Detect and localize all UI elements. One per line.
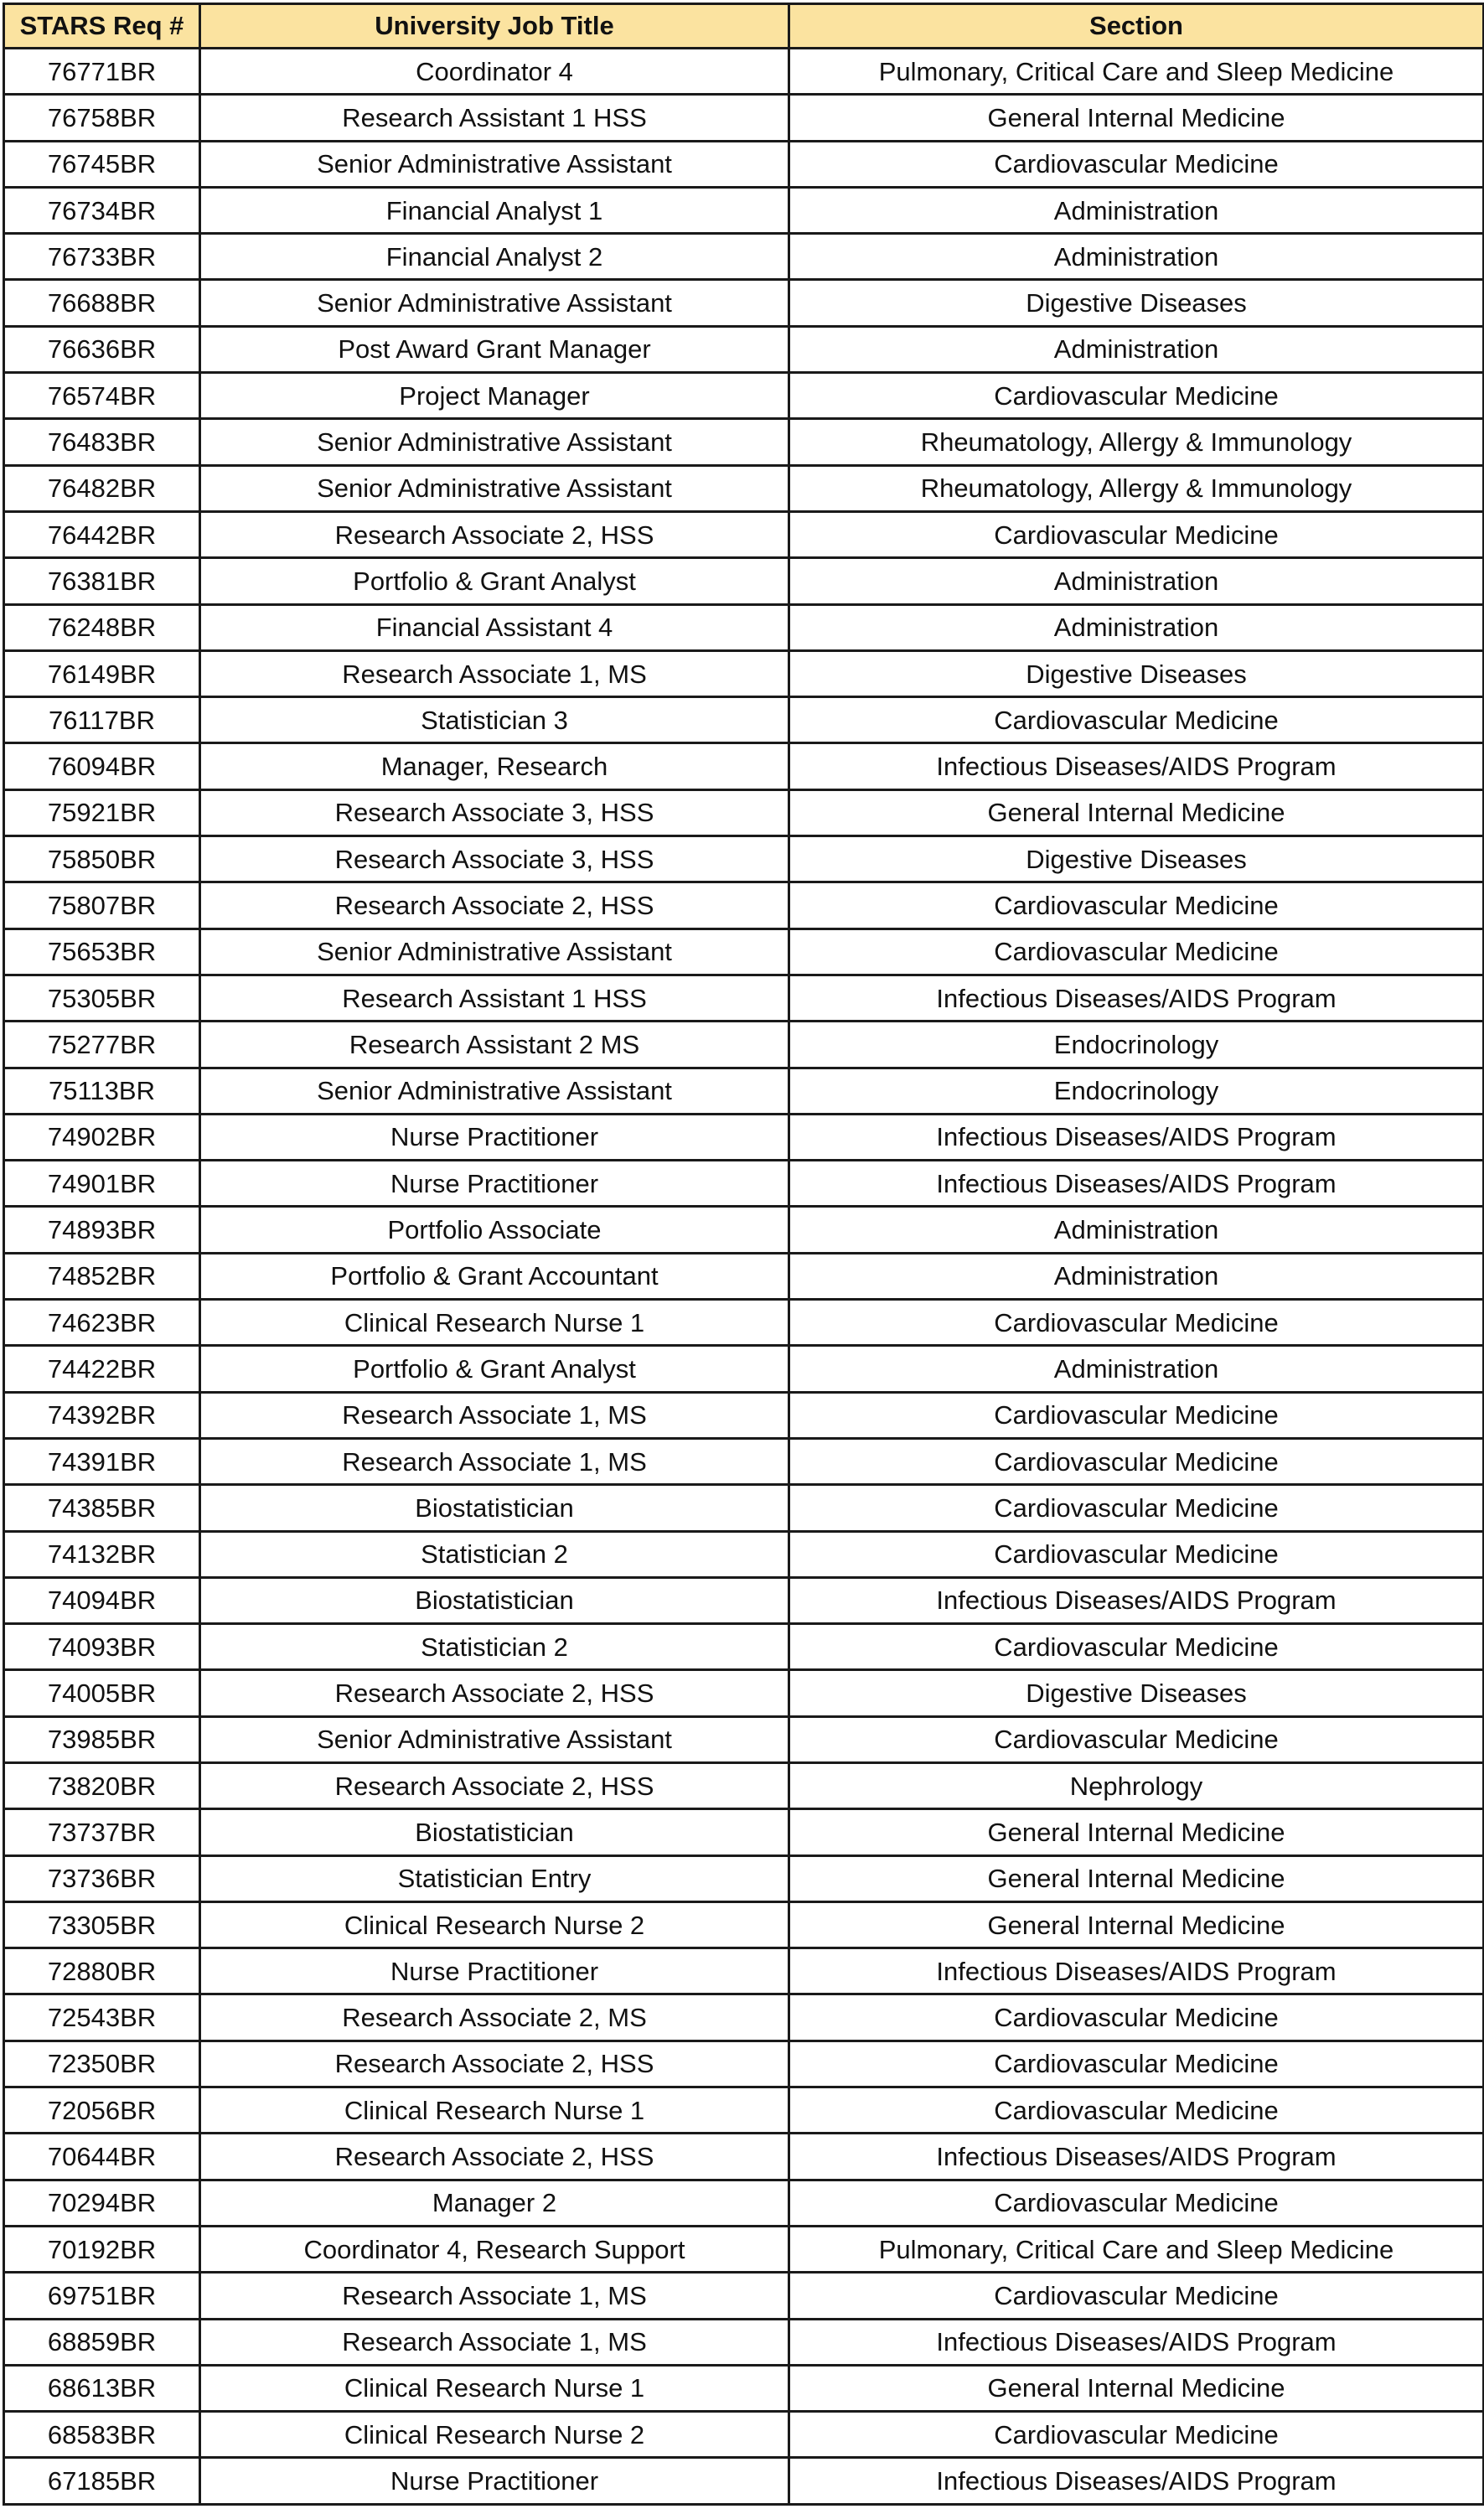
cell-section: Cardiovascular Medicine <box>789 141 1484 187</box>
header-section: Section <box>789 4 1484 49</box>
cell-stars-req: 76117BR <box>4 697 200 743</box>
cell-job-title: Research Assistant 2 MS <box>200 1022 789 1068</box>
cell-stars-req: 73820BR <box>4 1762 200 1808</box>
cell-section: Infectious Diseases/AIDS Program <box>789 2319 1484 2365</box>
cell-job-title: Portfolio Associate <box>200 1207 789 1253</box>
cell-job-title: Research Associate 2, HSS <box>200 882 789 929</box>
cell-stars-req: 67185BR <box>4 2458 200 2504</box>
table-row <box>4 2226 1484 2272</box>
job-listing-table <box>3 3 1484 2506</box>
table-row <box>4 1114 1484 1160</box>
table-row <box>4 511 1484 557</box>
cell-job-title: Biostatistician <box>200 1577 789 1623</box>
header-job-title: University Job Title <box>200 4 789 49</box>
cell-stars-req: 74422BR <box>4 1346 200 1392</box>
cell-section: Cardiovascular Medicine <box>789 1392 1484 1438</box>
cell-stars-req: 76094BR <box>4 743 200 789</box>
cell-section: General Internal Medicine <box>789 2365 1484 2411</box>
table-row <box>4 2365 1484 2411</box>
cell-job-title: Research Associate 2, HSS <box>200 2134 789 2180</box>
cell-stars-req: 72350BR <box>4 2041 200 2087</box>
cell-stars-req: 74391BR <box>4 1438 200 1484</box>
cell-stars-req: 74093BR <box>4 1624 200 1670</box>
cell-job-title: Senior Administrative Assistant <box>200 465 789 511</box>
cell-stars-req: 76734BR <box>4 187 200 233</box>
cell-section: Digestive Diseases <box>789 836 1484 882</box>
table-row <box>4 2273 1484 2319</box>
cell-job-title: Nurse Practitioner <box>200 2458 789 2504</box>
cell-job-title: Clinical Research Nurse 1 <box>200 1300 789 1346</box>
cell-stars-req: 72543BR <box>4 1994 200 2041</box>
cell-section: Infectious Diseases/AIDS Program <box>789 2134 1484 2180</box>
cell-job-title: Research Associate 2, MS <box>200 1994 789 2041</box>
table-row <box>4 1346 1484 1392</box>
table-row <box>4 1716 1484 1762</box>
cell-job-title: Senior Administrative Assistant <box>200 141 789 187</box>
cell-job-title: Clinical Research Nurse 2 <box>200 2412 789 2458</box>
cell-section: Endocrinology <box>789 1022 1484 1068</box>
cell-stars-req: 72880BR <box>4 1948 200 1994</box>
header-row <box>4 4 1484 49</box>
cell-stars-req: 73737BR <box>4 1809 200 1855</box>
table-row <box>4 465 1484 511</box>
table-row <box>4 1855 1484 1901</box>
cell-job-title: Senior Administrative Assistant <box>200 1716 789 1762</box>
cell-job-title: Clinical Research Nurse 2 <box>200 1901 789 1948</box>
cell-section: Cardiovascular Medicine <box>789 2041 1484 2087</box>
cell-job-title: Nurse Practitioner <box>200 1161 789 1207</box>
table-row <box>4 2087 1484 2134</box>
cell-stars-req: 70294BR <box>4 2180 200 2226</box>
cell-job-title: Research Associate 1, MS <box>200 2273 789 2319</box>
cell-stars-req: 68859BR <box>4 2319 200 2365</box>
header-stars-req: STARS Req # <box>4 4 200 49</box>
cell-job-title: Senior Administrative Assistant <box>200 1068 789 1114</box>
cell-stars-req: 68583BR <box>4 2412 200 2458</box>
cell-section: Infectious Diseases/AIDS Program <box>789 1114 1484 1160</box>
cell-job-title: Financial Assistant 4 <box>200 604 789 650</box>
cell-stars-req: 76574BR <box>4 373 200 419</box>
table-row <box>4 234 1484 280</box>
table-row <box>4 419 1484 465</box>
table-row <box>4 1670 1484 1716</box>
cell-section: Administration <box>789 234 1484 280</box>
table-row <box>4 1161 1484 1207</box>
cell-section: Infectious Diseases/AIDS Program <box>789 743 1484 789</box>
cell-job-title: Statistician 2 <box>200 1624 789 1670</box>
cell-job-title: Financial Analyst 1 <box>200 187 789 233</box>
table-row <box>4 2134 1484 2180</box>
table-row <box>4 743 1484 789</box>
table-row <box>4 789 1484 835</box>
cell-job-title: Research Assistant 1 HSS <box>200 95 789 141</box>
cell-section: General Internal Medicine <box>789 1809 1484 1855</box>
table-row <box>4 373 1484 419</box>
cell-job-title: Financial Analyst 2 <box>200 234 789 280</box>
cell-stars-req: 76482BR <box>4 465 200 511</box>
cell-stars-req: 76745BR <box>4 141 200 187</box>
cell-stars-req: 73736BR <box>4 1855 200 1901</box>
table-row <box>4 2412 1484 2458</box>
cell-stars-req: 76248BR <box>4 604 200 650</box>
cell-stars-req: 76149BR <box>4 650 200 696</box>
table-row <box>4 141 1484 187</box>
table-row <box>4 836 1484 882</box>
cell-section: General Internal Medicine <box>789 1855 1484 1901</box>
table-row <box>4 280 1484 326</box>
table-row <box>4 1207 1484 1253</box>
cell-section: Cardiovascular Medicine <box>789 1624 1484 1670</box>
cell-job-title: Statistician Entry <box>200 1855 789 1901</box>
table-row <box>4 2319 1484 2365</box>
cell-job-title: Research Associate 1, MS <box>200 1438 789 1484</box>
cell-section: Rheumatology, Allergy & Immunology <box>789 419 1484 465</box>
table-row <box>4 1253 1484 1299</box>
cell-job-title: Manager 2 <box>200 2180 789 2226</box>
cell-stars-req: 73985BR <box>4 1716 200 1762</box>
cell-section: General Internal Medicine <box>789 95 1484 141</box>
cell-job-title: Research Associate 3, HSS <box>200 789 789 835</box>
cell-job-title: Clinical Research Nurse 1 <box>200 2365 789 2411</box>
cell-section: Cardiovascular Medicine <box>789 2087 1484 2134</box>
cell-section: Digestive Diseases <box>789 650 1484 696</box>
cell-section: Infectious Diseases/AIDS Program <box>789 1577 1484 1623</box>
cell-job-title: Research Associate 1, MS <box>200 650 789 696</box>
cell-section: Cardiovascular Medicine <box>789 373 1484 419</box>
cell-section: Cardiovascular Medicine <box>789 2412 1484 2458</box>
cell-job-title: Project Manager <box>200 373 789 419</box>
cell-stars-req: 70644BR <box>4 2134 200 2180</box>
cell-stars-req: 76733BR <box>4 234 200 280</box>
cell-job-title: Research Associate 2, HSS <box>200 1762 789 1808</box>
cell-stars-req: 74005BR <box>4 1670 200 1716</box>
table-row <box>4 1392 1484 1438</box>
cell-job-title: Research Associate 2, HSS <box>200 1670 789 1716</box>
cell-stars-req: 74385BR <box>4 1485 200 1531</box>
cell-section: Pulmonary, Critical Care and Sleep Medicine <box>789 49 1484 95</box>
cell-section: Digestive Diseases <box>789 1670 1484 1716</box>
cell-stars-req: 76442BR <box>4 511 200 557</box>
cell-job-title: Senior Administrative Assistant <box>200 280 789 326</box>
cell-job-title: Coordinator 4 <box>200 49 789 95</box>
table-row <box>4 187 1484 233</box>
cell-job-title: Research Associate 3, HSS <box>200 836 789 882</box>
cell-stars-req: 74901BR <box>4 1161 200 1207</box>
cell-job-title: Coordinator 4, Research Support <box>200 2226 789 2272</box>
cell-stars-req: 74392BR <box>4 1392 200 1438</box>
cell-section: Cardiovascular Medicine <box>789 882 1484 929</box>
cell-section: Nephrology <box>789 1762 1484 1808</box>
table-row <box>4 604 1484 650</box>
cell-job-title: Manager, Research <box>200 743 789 789</box>
cell-stars-req: 75305BR <box>4 975 200 1021</box>
table-row <box>4 697 1484 743</box>
cell-stars-req: 75921BR <box>4 789 200 835</box>
cell-stars-req: 74893BR <box>4 1207 200 1253</box>
cell-section: Cardiovascular Medicine <box>789 2180 1484 2226</box>
table-row <box>4 2458 1484 2504</box>
cell-stars-req: 76758BR <box>4 95 200 141</box>
cell-section: General Internal Medicine <box>789 1901 1484 1948</box>
cell-stars-req: 75807BR <box>4 882 200 929</box>
cell-stars-req: 74094BR <box>4 1577 200 1623</box>
cell-section: Cardiovascular Medicine <box>789 1716 1484 1762</box>
cell-stars-req: 75850BR <box>4 836 200 882</box>
cell-job-title: Senior Administrative Assistant <box>200 929 789 975</box>
cell-stars-req: 75113BR <box>4 1068 200 1114</box>
table-row <box>4 326 1484 372</box>
cell-stars-req: 74902BR <box>4 1114 200 1160</box>
cell-section: Cardiovascular Medicine <box>789 2273 1484 2319</box>
table-row <box>4 2180 1484 2226</box>
cell-stars-req: 75277BR <box>4 1022 200 1068</box>
cell-section: Cardiovascular Medicine <box>789 511 1484 557</box>
table-row <box>4 1762 1484 1808</box>
table-row <box>4 1022 1484 1068</box>
cell-stars-req: 72056BR <box>4 2087 200 2134</box>
cell-section: Cardiovascular Medicine <box>789 929 1484 975</box>
cell-stars-req: 69751BR <box>4 2273 200 2319</box>
cell-job-title: Senior Administrative Assistant <box>200 419 789 465</box>
cell-job-title: Portfolio & Grant Analyst <box>200 558 789 604</box>
cell-stars-req: 74852BR <box>4 1253 200 1299</box>
cell-section: Digestive Diseases <box>789 280 1484 326</box>
cell-stars-req: 76688BR <box>4 280 200 326</box>
cell-job-title: Nurse Practitioner <box>200 1948 789 1994</box>
table-row <box>4 975 1484 1021</box>
cell-section: Cardiovascular Medicine <box>789 1994 1484 2041</box>
table-row <box>4 882 1484 929</box>
cell-stars-req: 74132BR <box>4 1531 200 1577</box>
cell-section: Administration <box>789 1207 1484 1253</box>
cell-job-title: Research Associate 1, MS <box>200 1392 789 1438</box>
cell-job-title: Biostatistician <box>200 1809 789 1855</box>
cell-section: Infectious Diseases/AIDS Program <box>789 975 1484 1021</box>
cell-job-title: Nurse Practitioner <box>200 1114 789 1160</box>
cell-section: Cardiovascular Medicine <box>789 1485 1484 1531</box>
table-row <box>4 1809 1484 1855</box>
table-row <box>4 1300 1484 1346</box>
cell-section: Endocrinology <box>789 1068 1484 1114</box>
cell-job-title: Research Associate 1, MS <box>200 2319 789 2365</box>
cell-stars-req: 76771BR <box>4 49 200 95</box>
table-row <box>4 1438 1484 1484</box>
table-row <box>4 1624 1484 1670</box>
table-row <box>4 1068 1484 1114</box>
cell-section: Infectious Diseases/AIDS Program <box>789 2458 1484 2504</box>
cell-section: Infectious Diseases/AIDS Program <box>789 1948 1484 1994</box>
cell-section: Pulmonary, Critical Care and Sleep Medicine <box>789 2226 1484 2272</box>
cell-section: Infectious Diseases/AIDS Program <box>789 1161 1484 1207</box>
table-row <box>4 2041 1484 2087</box>
cell-section: Cardiovascular Medicine <box>789 1531 1484 1577</box>
cell-section: Cardiovascular Medicine <box>789 1300 1484 1346</box>
cell-stars-req: 73305BR <box>4 1901 200 1948</box>
cell-job-title: Statistician 3 <box>200 697 789 743</box>
table-row <box>4 558 1484 604</box>
cell-section: Cardiovascular Medicine <box>789 697 1484 743</box>
cell-job-title: Statistician 2 <box>200 1531 789 1577</box>
table-row <box>4 1485 1484 1531</box>
cell-job-title: Research Associate 2, HSS <box>200 2041 789 2087</box>
cell-job-title: Post Award Grant Manager <box>200 326 789 372</box>
cell-stars-req: 68613BR <box>4 2365 200 2411</box>
table-row <box>4 1994 1484 2041</box>
cell-stars-req: 74623BR <box>4 1300 200 1346</box>
table-row <box>4 1577 1484 1623</box>
cell-stars-req: 70192BR <box>4 2226 200 2272</box>
table-row <box>4 929 1484 975</box>
cell-stars-req: 76483BR <box>4 419 200 465</box>
cell-section: Administration <box>789 604 1484 650</box>
cell-job-title: Portfolio & Grant Analyst <box>200 1346 789 1392</box>
cell-stars-req: 75653BR <box>4 929 200 975</box>
cell-section: Administration <box>789 1346 1484 1392</box>
table-row <box>4 1948 1484 1994</box>
cell-job-title: Clinical Research Nurse 1 <box>200 2087 789 2134</box>
table-row <box>4 1901 1484 1948</box>
cell-stars-req: 76381BR <box>4 558 200 604</box>
cell-section: Cardiovascular Medicine <box>789 1438 1484 1484</box>
cell-section: Administration <box>789 1253 1484 1299</box>
cell-section: Administration <box>789 187 1484 233</box>
cell-job-title: Research Assistant 1 HSS <box>200 975 789 1021</box>
table-row <box>4 1531 1484 1577</box>
cell-stars-req: 76636BR <box>4 326 200 372</box>
cell-job-title: Research Associate 2, HSS <box>200 511 789 557</box>
cell-job-title: Portfolio & Grant Accountant <box>200 1253 789 1299</box>
table-row <box>4 95 1484 141</box>
cell-job-title: Biostatistician <box>200 1485 789 1531</box>
cell-section: Rheumatology, Allergy & Immunology <box>789 465 1484 511</box>
table-row <box>4 49 1484 95</box>
cell-section: Administration <box>789 558 1484 604</box>
cell-section: General Internal Medicine <box>789 789 1484 835</box>
table-row <box>4 650 1484 696</box>
cell-section: Administration <box>789 326 1484 372</box>
